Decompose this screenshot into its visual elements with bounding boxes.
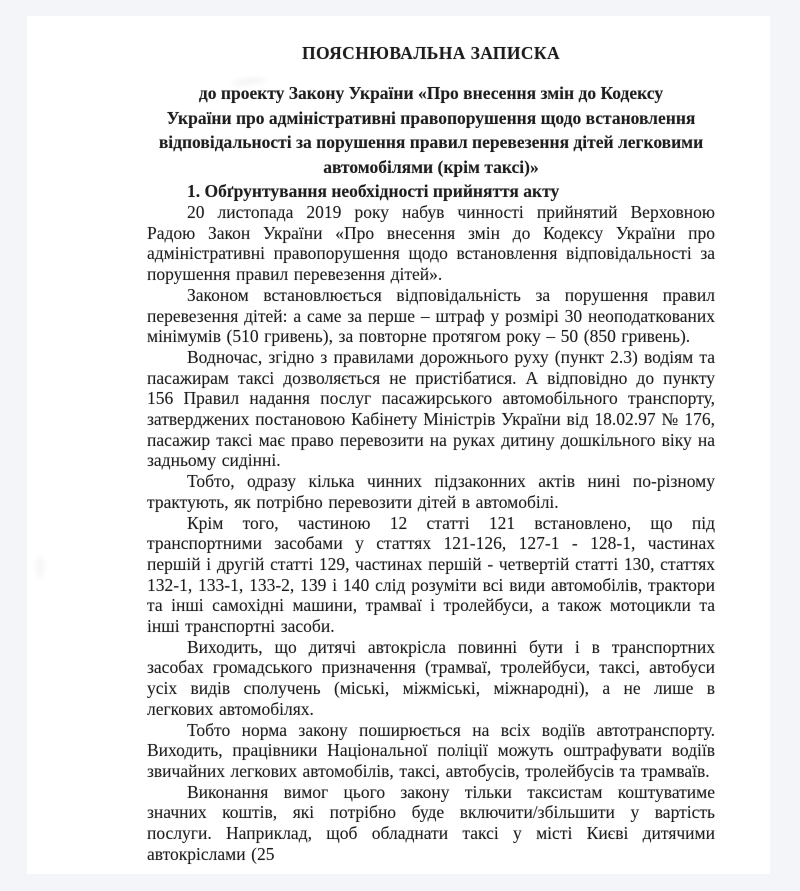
document-page bbox=[27, 16, 770, 874]
document-subtitle-line: України про адміністративні правопорушення щодо встановлення bbox=[166, 107, 696, 128]
paragraph: Виходить, що дитячі автокрісла повинні бути і в транспортних засобах громадського призначення (трамваї, тролейбуси, таксі, автобуси усіх видів сполучень (міські, міжміські, міжнародні), а не лише в легкових автомобілях. bbox=[147, 636, 715, 719]
paragraph: Законом встановлюється відповідальність за порушення правил перевезення дітей: а саме за перше – штраф у розмірі 30 неоподаткованих мінімумів (510 гривень), за повторне протягом року – 50 (850 гривень). bbox=[147, 284, 715, 347]
document-subtitle-line: відповідальності за порушення правил перевезення дітей легковими bbox=[158, 132, 704, 152]
paragraph: Водночас, згідно з правилами дорожнього руху (пункт 2.3) водіям та пасажирам таксі дозволяється не пристібатися. А відповідно до пункту 156 Правил надання послуг пасажирського автомобільного транспорту, затверджених постановою Кабінету Міністрів України від 18.02.97 № 176, пасажир таксі має право перевозити на руках дитину дошкільного віку на задньому сидінні. bbox=[147, 346, 715, 471]
document-content bbox=[27, 16, 770, 865]
paragraph: 20 листопада 2019 року набув чинності прийнятий Верховною Радою Закон України «Про внесення змін до Кодексу України про адміністративні правопорушення щодо встановлення відповідальності за порушення правил перевезення дітей». bbox=[147, 202, 715, 285]
paragraph: Виконання вимог цього закону тільки таксистам коштуватиме значних коштів, які потрібно буде включити/збільшити у вартість послуги. Наприклад, щоб обладнати таксі у місті Києві дитячими автокріслами (25 bbox=[147, 781, 715, 864]
paragraph: Крім того, частиною 12 статті 121 встановлено, що під транспортними засобами у статтях 121-126, 127-1 - 128-1, частинах першій і другій статті 129, частинах першій - четвертій статті 130, статтях 132-1, 133-1, 133-2, 139 і 140 слід розуміти всі види автомобілів, трактори та інші самохідні машини, трамваї і тролейбуси, а також мотоцикли та інші транспортні засоби. bbox=[147, 512, 715, 637]
paragraph: Тобто норма закону поширюється на всіх водіїв автотранспорту. Виходить, працівники Національної поліції можуть оштрафувати водіїв звичайних легкових автомобілів, таксі, автобусів, тролейбусів та трамваїв. bbox=[147, 719, 715, 781]
section-heading: 1. Обґрунтування необхідності прийняття акту bbox=[187, 181, 560, 201]
document-body bbox=[147, 202, 715, 865]
paragraph: Тобто, одразу кілька чинних підзаконних актів нині по-різному трактують, як потрібно перевозити дітей в автомобілі. bbox=[147, 471, 715, 512]
document-subtitle-line: автомобілями (крім таксі)» bbox=[323, 156, 539, 177]
document-title: ПОЯСНЮВАЛЬНА ЗАПИСКА bbox=[301, 43, 561, 63]
document-subtitle bbox=[147, 81, 715, 179]
document-subtitle-line: до проекту Закону України «Про внесення змін до Кодексу bbox=[198, 83, 664, 103]
